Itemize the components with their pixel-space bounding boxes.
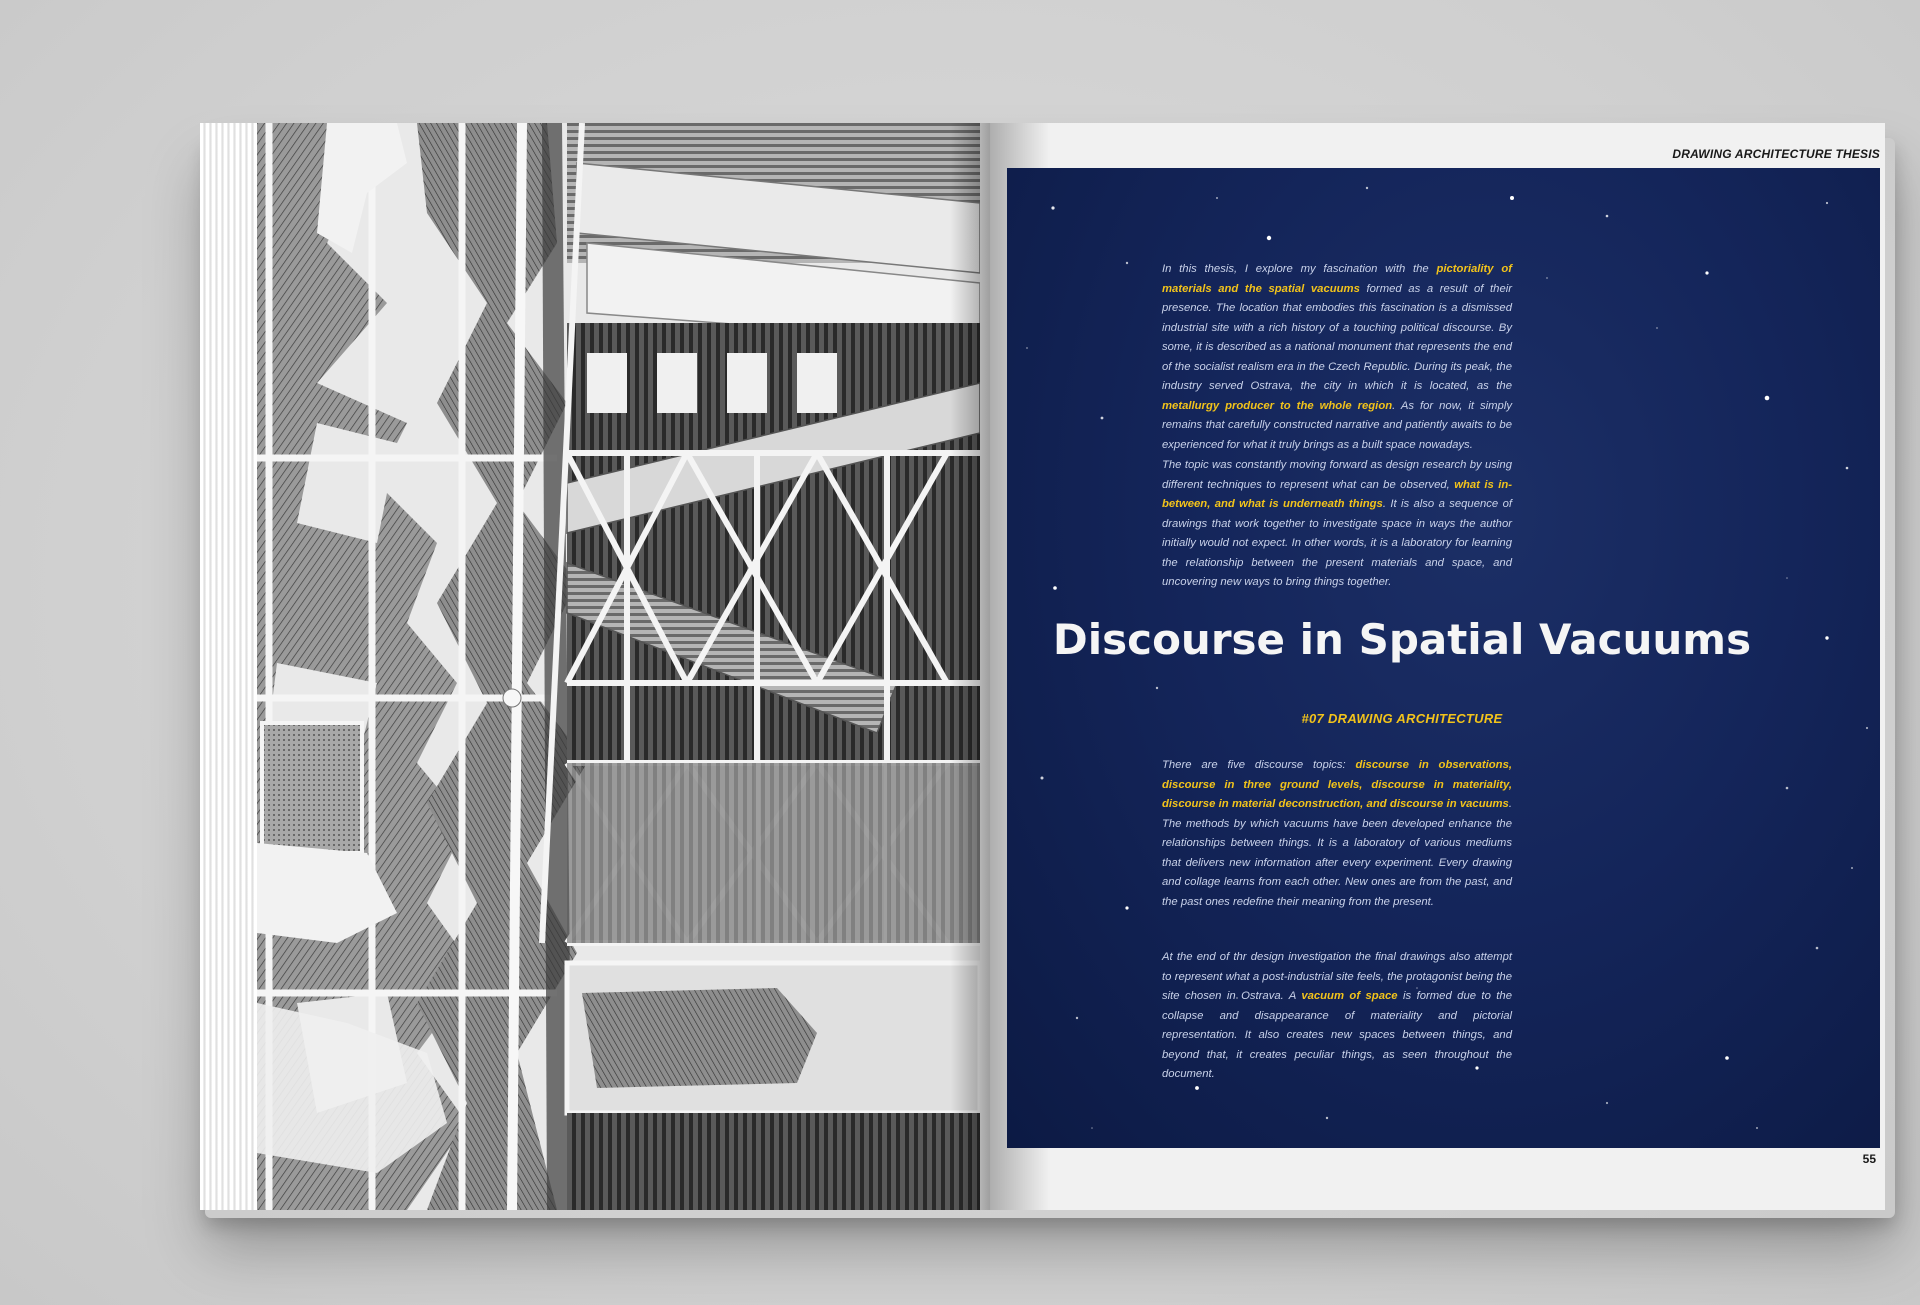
architectural-drawing xyxy=(257,123,980,1210)
conclusion-paragraph: At the end of thr design investigation the final drawings also attempt to represent what a post-industrial site feels, the protagonist being the site chosen in Ostrava. A vacuum of space is formed due to the collapse and disappearance of materiality and pictorial representation. It also creates new spaces between things, and beyond that, it creates peculiar things, as seen throughout the document. xyxy=(1162,951,1512,1080)
highlight-pictoriality: pictoriality of materials and the spatial vacuums xyxy=(1162,263,1512,295)
intro-paragraph: In this thesis, I explore my fascination with the pictoriality of materials and the spatial vacuums formed as a result of their presence. The location that embodies this fascination is a dismissed industrial site with a rich history of a touching political discourse. By some, it is described as a national monument that represents the end of the socialist realism era in the Czech Republic. During its peak, the industry served Ostrava, the city in which it is located, as the metallurgy producer to the whole region. As for now, it simply remains that carefully constructed narrative and patiently awaits to be experienced for what it truly brings as a built space nowadays. xyxy=(1162,263,1512,451)
running-head: DRAWING ARCHITECTURE THESIS xyxy=(1672,147,1880,161)
page-number: 55 xyxy=(1862,1152,1876,1166)
starfield-panel xyxy=(1007,168,1880,1148)
page-edges xyxy=(200,123,257,1210)
article-title: Discourse in Spatial Vacuums xyxy=(1052,615,1752,664)
highlight-metallurgy: metallurgy producer to the whole region xyxy=(1162,399,1393,412)
research-paragraph: The topic was constantly moving forward as design research by using different techniques to represent what can be observed, what is in-between, and what is underneath things. It is also a sequence of drawings that work together to investigate space in ways the author initially would not expect. In other words, it is a laboratory for learning the relationship between the present materials and space, and uncovering new ways to bring things together. xyxy=(1162,459,1513,588)
highlight-vacuum-of-space: vacuum of space xyxy=(1301,990,1398,1002)
highlight-discourse-topics: discourse in observations, discourse in three ground levels, discourse in materiality, discourse in material deconstruction, and discourse in vacuums xyxy=(1162,759,1513,810)
topics-paragraph: There are five discourse topics: discourse in observations, discourse in three ground levels, discourse in materiality, discourse in material deconstruction, and discourse in vacuums. The methods by which vacuums have been developed enhance the relationships between things. It is a laboratory of various mediums that delivers new information after every experiment. Every drawing and collage learns from each other. New ones are from the past, and the past ones redefine their meaning from the present. xyxy=(1162,759,1513,908)
article-subtitle: #07 DRAWING ARCHITECTURE xyxy=(1301,711,1503,726)
highlight-in-between: what is in-between, and what is underneath things xyxy=(1162,478,1512,510)
